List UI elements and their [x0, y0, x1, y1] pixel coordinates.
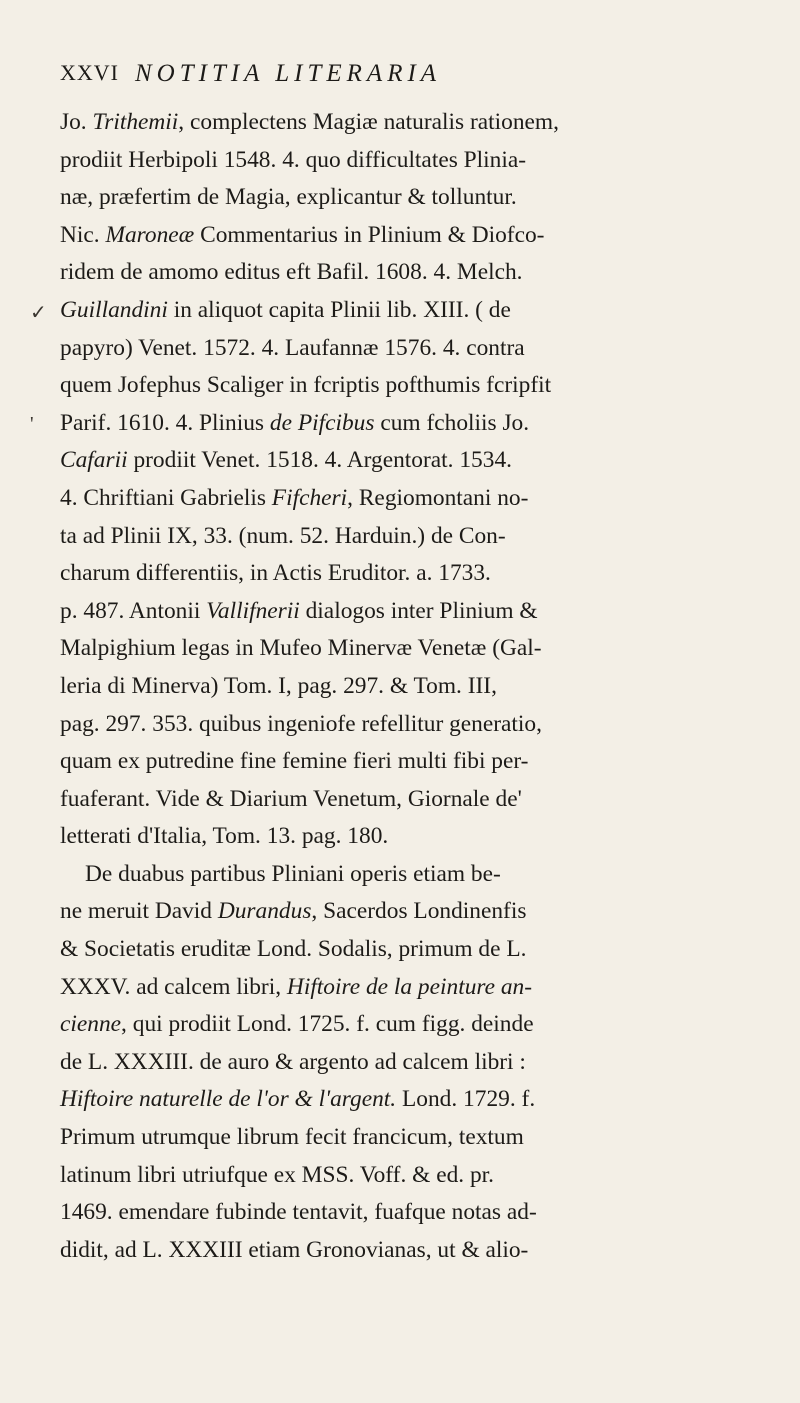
running-title: NOTITIA LITERARIA [135, 60, 442, 87]
text-segment: charum differentiis, in Actis Eruditor. a. 1733. [60, 560, 491, 587]
text-line [60, 1044, 745, 1082]
text-segment: næ, præfertim de Magia, explicantur & tolluntur. [60, 184, 517, 211]
text-line [60, 630, 745, 668]
text-line [60, 405, 745, 443]
text-segment: Jo. [60, 109, 93, 135]
text-segment: , qui prodiit Lond. 1725. f. cum figg. deinde [121, 1011, 534, 1038]
text-line [60, 593, 745, 631]
text-segment: & Societatis eruditæ Lond. Sodalis, primum de L. [60, 936, 527, 963]
text-line [60, 217, 745, 255]
italic-text: Cafarii [60, 447, 128, 474]
text-line [60, 292, 745, 330]
text-line [60, 969, 745, 1007]
italic-text: Maroneæ [105, 221, 195, 248]
text-line [60, 893, 745, 931]
text-line [60, 104, 745, 142]
text-segment: de L. XXXIII. de auro & argento ad calcem libri : [60, 1048, 526, 1075]
text-line [60, 442, 745, 480]
text-line [60, 931, 745, 969]
text-segment: ridem de amomo editus eft Bafil. 1608. 4. Melch. [60, 259, 523, 286]
text-line [60, 818, 745, 856]
italic-text: Durandus [217, 898, 312, 925]
italic-text: Trithemii [92, 109, 179, 135]
margin-mark: ✓ [30, 302, 47, 324]
text-line [60, 142, 745, 180]
text-segment: p. 487. Antonii [60, 597, 207, 624]
text-segment: letterati d'Italia, Tom. 13. pag. 180. [60, 823, 389, 850]
text-segment: quem Jofephus Scaliger in fcriptis pofthumis fcripfit [60, 372, 552, 399]
italic-text: Fifcheri [271, 484, 348, 511]
text-segment: leria di Minerva) Tom. I, pag. 297. & Tom. III, [60, 672, 497, 699]
text-line [60, 518, 745, 556]
text-segment: Malpighium legas in Mufeo Minervæ Venetæ (Gal- [60, 635, 542, 662]
text-segment: in aliquot capita Plinii lib. XIII. ( de [167, 296, 511, 323]
text-segment: ne meruit David [60, 898, 218, 925]
text-line [60, 856, 745, 894]
text-segment: Nic. [60, 221, 106, 248]
text-segment: didit, ad L. XXXIII etiam Gronovianas, ut & alio- [60, 1236, 529, 1263]
text-line [60, 367, 745, 405]
text-segment: cum fcholiis Jo. [374, 409, 530, 436]
text-segment: quam ex putredine fine femine fieri multi fibi per- [60, 748, 529, 775]
text-line [60, 1006, 745, 1044]
text-line [60, 480, 745, 518]
text-segment: XXXV. ad calcem libri, [60, 973, 287, 1000]
text-line [60, 1157, 745, 1195]
text-line [60, 1119, 745, 1157]
italic-text: Vallifnerii [206, 597, 300, 624]
italic-text: Guillandini [60, 296, 168, 323]
text-segment: Commentarius in Plinium & Diofco- [194, 221, 545, 248]
text-segment: pag. 297. 353. quibus ingeniofe refellitur generatio, [60, 710, 542, 737]
text-segment: 1469. emendare fubinde tentavit, fuafque notas ad- [60, 1199, 537, 1226]
text-segment: , Sacerdos Londinenfis [311, 898, 527, 925]
text-segment: De duabus partibus Pliniani operis etiam be- [85, 860, 501, 887]
italic-text: cienne [60, 1011, 122, 1038]
text-line [60, 706, 745, 744]
text-line [60, 254, 745, 292]
text-line [60, 1232, 745, 1270]
italic-text: Hiftoire naturelle de l'or & l'argent. [60, 1086, 397, 1113]
margin-mark: ' [30, 412, 34, 435]
italic-text: Hiftoire de la peinture an- [286, 973, 533, 1000]
text-segment: , complectens Magiæ naturalis rationem, [178, 109, 559, 135]
page-number: XXVI [60, 60, 119, 85]
text-line [60, 555, 745, 593]
text-segment: ta ad Plinii IX, 33. (num. 52. Harduin.) de Con- [60, 522, 506, 549]
text-line [60, 1081, 745, 1119]
text-segment: dialogos inter Plinium & [299, 597, 538, 624]
page-header [60, 60, 730, 94]
text-line [60, 743, 745, 781]
text-segment: papyro) Venet. 1572. 4. Laufannæ 1576. 4. contra [60, 334, 525, 361]
text-segment: latinum libri utriufque ex MSS. Voff. & ed. pr. [60, 1161, 495, 1188]
text-segment: Lond. 1729. f. [396, 1086, 536, 1113]
text-line [60, 179, 745, 217]
text-segment: 4. Chriftiani Gabrielis [60, 484, 272, 511]
text-segment: prodiit Venet. 1518. 4. Argentorat. 1534. [127, 447, 512, 474]
text-line [60, 668, 745, 706]
text-segment: prodiit Herbipoli 1548. 4. quo difficultates Plinia- [60, 146, 527, 173]
text-segment: fuaferant. Vide & Diarium Venetum, Giornale de' [60, 785, 522, 812]
text-line [60, 1194, 745, 1232]
text-segment: , Regiomontani no- [347, 484, 529, 511]
text-segment: Parif. 1610. 4. Plinius [60, 409, 270, 436]
italic-text: de Pifcibus [269, 409, 375, 436]
text-line [60, 781, 745, 819]
body-text [60, 104, 745, 1269]
text-segment: Primum utrumque librum fecit francicum, textum [60, 1124, 524, 1151]
text-line [60, 330, 745, 368]
